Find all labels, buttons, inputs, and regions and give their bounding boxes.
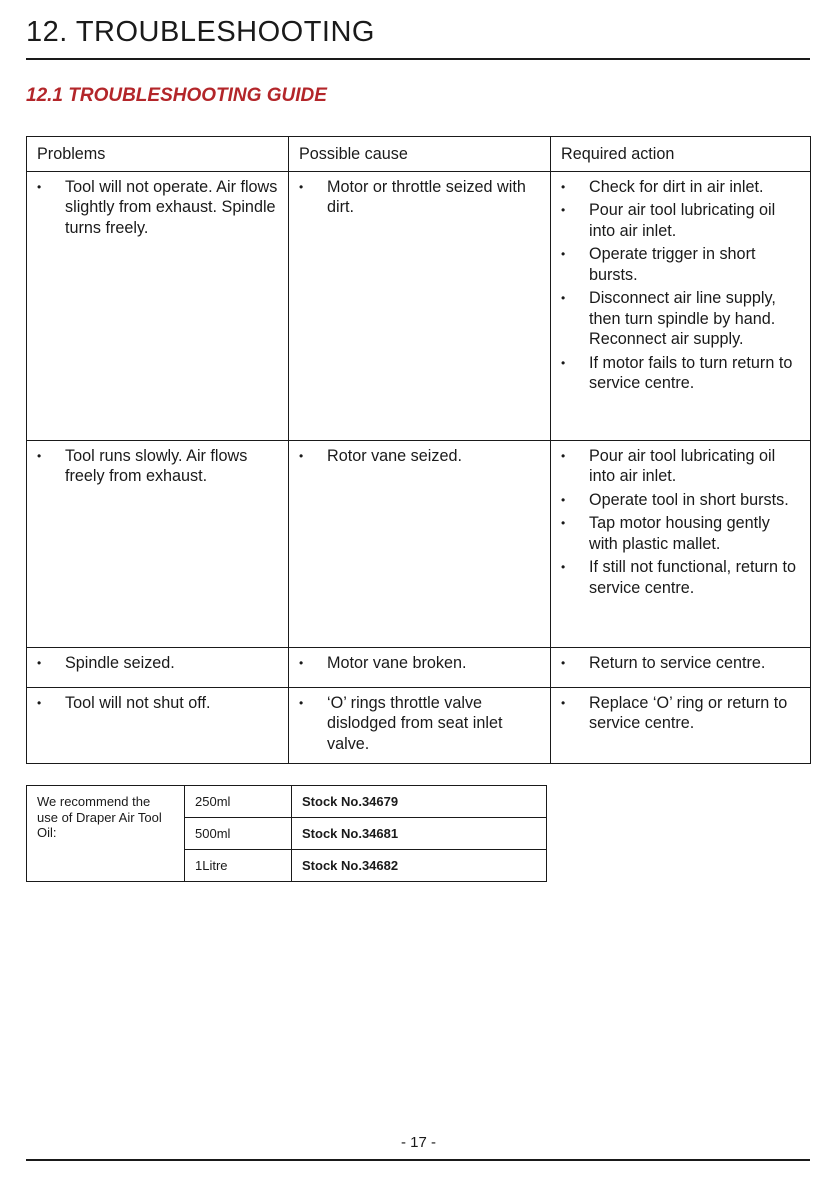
action-item: • Replace ‘O’ ring or return to service centre. — [561, 693, 800, 734]
oil-stock-number: Stock No.34682 — [292, 850, 547, 882]
action-item: • Pour air tool lubricating oil into air inlet. — [561, 446, 800, 487]
cause-cell — [289, 647, 551, 687]
action-cell — [551, 440, 811, 647]
page-number: - 17 - — [400, 1134, 436, 1151]
action-item: • If motor fails to turn return to service centre. — [561, 353, 800, 394]
oil-recommendation-table — [26, 785, 547, 882]
header-problems: Problems — [27, 137, 289, 172]
cause-text: • Motor or throttle seized with dirt. — [299, 177, 540, 218]
action-item: • Check for dirt in air inlet. — [561, 177, 800, 198]
oil-stock-number: Stock No.34681 — [292, 818, 547, 850]
problem-cell — [27, 687, 289, 764]
table-row — [27, 171, 811, 440]
oil-stock-number: Stock No.34679 — [292, 786, 547, 818]
cause-cell — [289, 687, 551, 764]
table-row — [27, 687, 811, 764]
problem-cell — [27, 440, 289, 647]
problem-text: • Spindle seized. — [37, 653, 278, 674]
action-item: • If still not functional, return to service centre. — [561, 557, 800, 598]
oil-recommendation-text: We recommend the use of Draper Air Tool Oil: — [27, 786, 185, 882]
cause-text: • Rotor vane seized. — [299, 446, 540, 467]
action-item: • Operate trigger in short bursts. — [561, 244, 800, 285]
action-item: • Pour air tool lubricating oil into air inlet. — [561, 200, 800, 241]
action-cell — [551, 171, 811, 440]
action-item: • Return to service centre. — [561, 653, 800, 674]
header-possible-cause: Possible cause — [289, 137, 551, 172]
section-title: 12.1 TROUBLESHOOTING GUIDE — [26, 85, 327, 106]
oil-size: 250ml — [185, 786, 292, 818]
oil-row — [27, 786, 547, 818]
action-item: • Operate tool in short bursts. — [561, 490, 800, 511]
action-item: • Disconnect air line supply, then turn spindle by hand. Reconnect air supply. — [561, 288, 800, 350]
footer-divider — [26, 1159, 810, 1161]
problem-text: • Tool will not operate. Air flows slightly from exhaust. Spindle turns freely. — [37, 177, 278, 239]
table-row — [27, 440, 811, 647]
title-divider — [26, 58, 810, 60]
problem-text: • Tool will not shut off. — [37, 693, 278, 714]
chapter-title: 12. TROUBLESHOOTING — [26, 16, 375, 48]
cause-cell — [289, 171, 551, 440]
table-row — [27, 647, 811, 687]
problem-text: • Tool runs slowly. Air flows freely from exhaust. — [37, 446, 278, 487]
table-header-row — [27, 137, 811, 172]
cause-text: • ‘O’ rings throttle valve dislodged from seat inlet valve. — [299, 693, 540, 755]
troubleshooting-table — [26, 136, 811, 764]
problem-cell — [27, 171, 289, 440]
header-required-action: Required action — [551, 137, 811, 172]
problem-cell — [27, 647, 289, 687]
cause-cell — [289, 440, 551, 647]
action-cell — [551, 687, 811, 764]
action-item: • Tap motor housing gently with plastic mallet. — [561, 513, 800, 554]
oil-size: 500ml — [185, 818, 292, 850]
cause-text: • Motor vane broken. — [299, 653, 540, 674]
oil-size: 1Litre — [185, 850, 292, 882]
action-cell — [551, 647, 811, 687]
